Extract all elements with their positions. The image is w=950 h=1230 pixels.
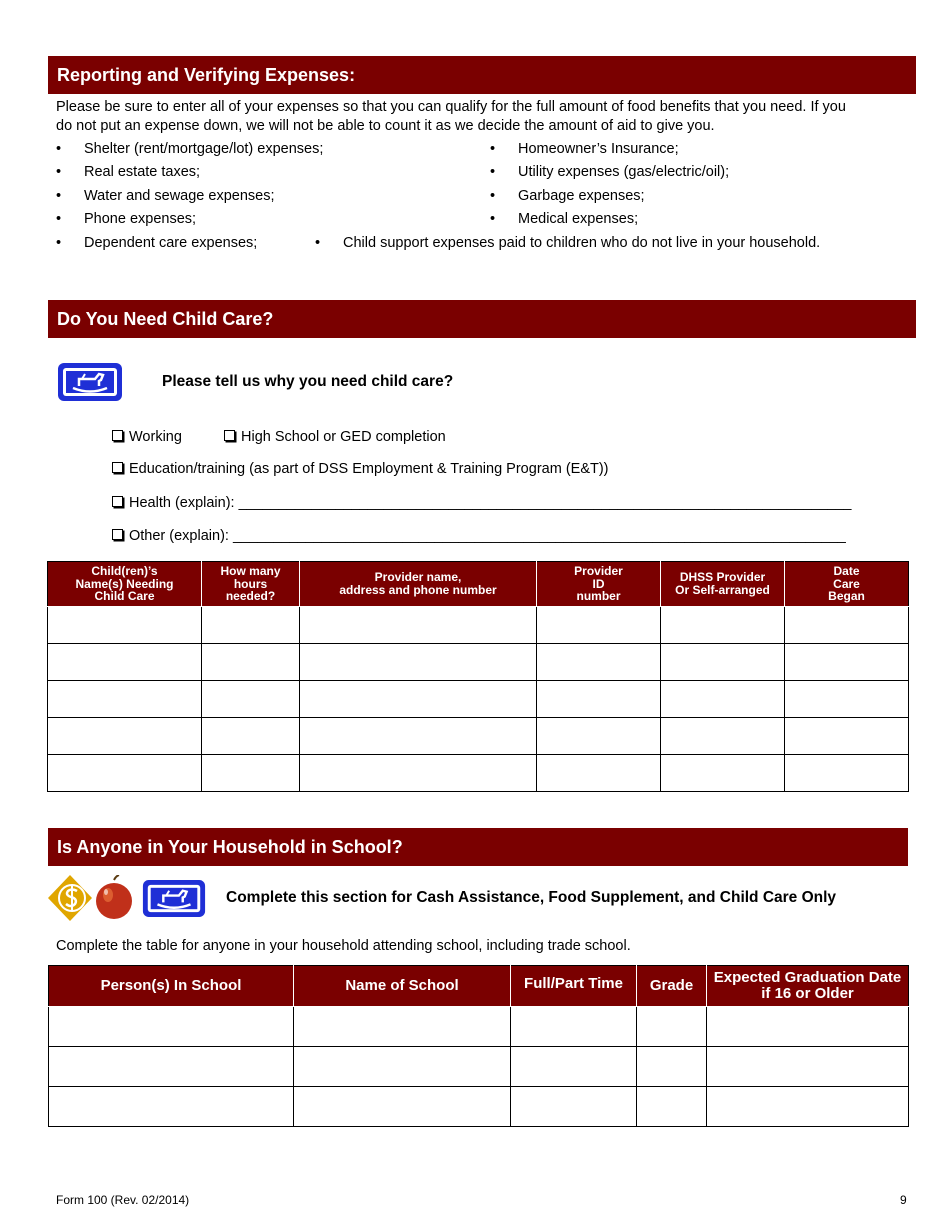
school-section-note: Complete this section for Cash Assistance, Food Supplement, and Child Care Only: [226, 889, 837, 906]
table-cell[interactable]: [785, 607, 909, 644]
table-row: [48, 681, 909, 718]
section-title: Do You Need Child Care?: [57, 308, 274, 329]
bullet-icon: •: [315, 235, 321, 251]
column-header: DHSS Provider Or Self-arranged: [661, 562, 785, 607]
school-instruction: Complete the table for anyone in your household attending school, including trade school.: [56, 938, 631, 954]
checkbox-education[interactable]: [112, 462, 123, 473]
bullet-icon: •: [56, 211, 62, 227]
table-row: [48, 644, 909, 681]
child-care-table: [47, 561, 909, 792]
table-cell[interactable]: [537, 681, 661, 718]
table-cell[interactable]: [202, 644, 300, 681]
dollar-sign-icon: [46, 873, 94, 923]
section-title: Reporting and Verifying Expenses:: [57, 64, 356, 85]
table-cell[interactable]: [300, 607, 537, 644]
option-other[interactable]: Other (explain): ____________________________________________________________________________: [112, 528, 846, 544]
table-cell[interactable]: [661, 607, 785, 644]
table-cell[interactable]: [661, 755, 785, 792]
table-cell[interactable]: [48, 681, 202, 718]
intro-text-line-1: Please be sure to enter all of your expenses so that you can qualify for the full amount of food benefits that you need. If you: [56, 99, 846, 115]
column-header: Person(s) In School: [49, 966, 294, 1007]
table-cell[interactable]: [537, 755, 661, 792]
table-row: [48, 718, 909, 755]
table-cell[interactable]: [637, 1087, 707, 1127]
table-cell[interactable]: [661, 718, 785, 755]
table-cell[interactable]: [785, 755, 909, 792]
table-cell[interactable]: [637, 1047, 707, 1087]
column-header: Provider name, address and phone number: [300, 562, 537, 607]
table-cell[interactable]: [707, 1087, 909, 1127]
table-cell[interactable]: [785, 718, 909, 755]
table-cell[interactable]: [661, 644, 785, 681]
apple-icon: [94, 875, 134, 921]
bullet-icon: •: [490, 141, 496, 157]
table-cell[interactable]: [48, 755, 202, 792]
section-title: Is Anyone in Your Household in School?: [57, 836, 403, 857]
table-cell[interactable]: [537, 644, 661, 681]
column-header: Full/Part Time: [511, 966, 637, 1007]
intro-text-line-2: do not put an expense down, we will not be able to count it as we decide the amount of aid to give you.: [56, 118, 715, 134]
table-cell[interactable]: [202, 607, 300, 644]
table-row: [49, 1047, 909, 1087]
school-table: [48, 965, 909, 1127]
table-cell[interactable]: [707, 1047, 909, 1087]
table-cell[interactable]: [661, 681, 785, 718]
bullet-icon: •: [56, 188, 62, 204]
table-cell[interactable]: [49, 1087, 294, 1127]
table-cell[interactable]: [49, 1007, 294, 1047]
table-cell[interactable]: [202, 681, 300, 718]
section-header-child-care: [48, 300, 916, 338]
rocking-horse-icon: [140, 876, 208, 921]
table-cell[interactable]: [294, 1047, 511, 1087]
table-cell[interactable]: [48, 718, 202, 755]
table-cell[interactable]: [294, 1087, 511, 1127]
table-cell[interactable]: [49, 1047, 294, 1087]
bullet-icon: •: [490, 188, 496, 204]
table-cell[interactable]: [785, 644, 909, 681]
column-header: Expected Graduation Date if 16 or Older: [707, 966, 909, 1007]
table-cell[interactable]: [300, 644, 537, 681]
column-header: Provider ID number: [537, 562, 661, 607]
footer-page-number: 9: [900, 1193, 907, 1207]
column-header: Child(ren)’s Name(s) Needing Child Care: [48, 562, 202, 607]
table-cell[interactable]: [537, 718, 661, 755]
table-cell[interactable]: [511, 1007, 637, 1047]
section-header-school: [48, 828, 908, 866]
table-cell[interactable]: [202, 755, 300, 792]
table-cell[interactable]: [511, 1047, 637, 1087]
table-cell[interactable]: [707, 1007, 909, 1047]
checkbox-highschool[interactable]: [224, 430, 235, 441]
checkbox-other[interactable]: [112, 529, 123, 540]
bullet-icon: •: [56, 141, 62, 157]
table-cell[interactable]: [785, 681, 909, 718]
table-cell[interactable]: [537, 607, 661, 644]
table-cell[interactable]: [300, 755, 537, 792]
table-cell[interactable]: [511, 1087, 637, 1127]
option-education[interactable]: Education/training (as part of DSS Employment & Training Program (E&T)): [112, 461, 609, 477]
child-care-question: Please tell us why you need child care?: [162, 373, 454, 390]
column-header: Name of School: [294, 966, 511, 1007]
section-header-expenses: [48, 56, 916, 94]
table-cell[interactable]: [202, 718, 300, 755]
table-row: [49, 1007, 909, 1047]
table-row: [49, 1087, 909, 1127]
table-cell[interactable]: [637, 1007, 707, 1047]
column-header: How many hours needed?: [202, 562, 300, 607]
table-cell[interactable]: [300, 681, 537, 718]
bullet-icon: •: [56, 235, 62, 251]
footer-form-number: Form 100 (Rev. 02/2014): [56, 1193, 190, 1207]
option-health[interactable]: Health (explain): ____________________________________________________________________________: [112, 495, 852, 511]
checkbox-health[interactable]: [112, 496, 123, 507]
option-working[interactable]: Working: [112, 429, 182, 445]
table-cell[interactable]: [300, 718, 537, 755]
table-cell[interactable]: [48, 607, 202, 644]
column-header: Grade: [637, 966, 707, 1007]
table-row: [48, 607, 909, 644]
table-cell[interactable]: [48, 644, 202, 681]
table-row: [48, 755, 909, 792]
rocking-horse-icon: [55, 359, 125, 405]
table-cell[interactable]: [294, 1007, 511, 1047]
bullet-icon: •: [490, 164, 496, 180]
bullet-icon: •: [56, 164, 62, 180]
checkbox-working[interactable]: [112, 430, 123, 441]
bullet-icon: •: [490, 211, 496, 227]
column-header: Date Care Began: [785, 562, 909, 607]
option-highschool[interactable]: High School or GED completion: [224, 429, 446, 445]
